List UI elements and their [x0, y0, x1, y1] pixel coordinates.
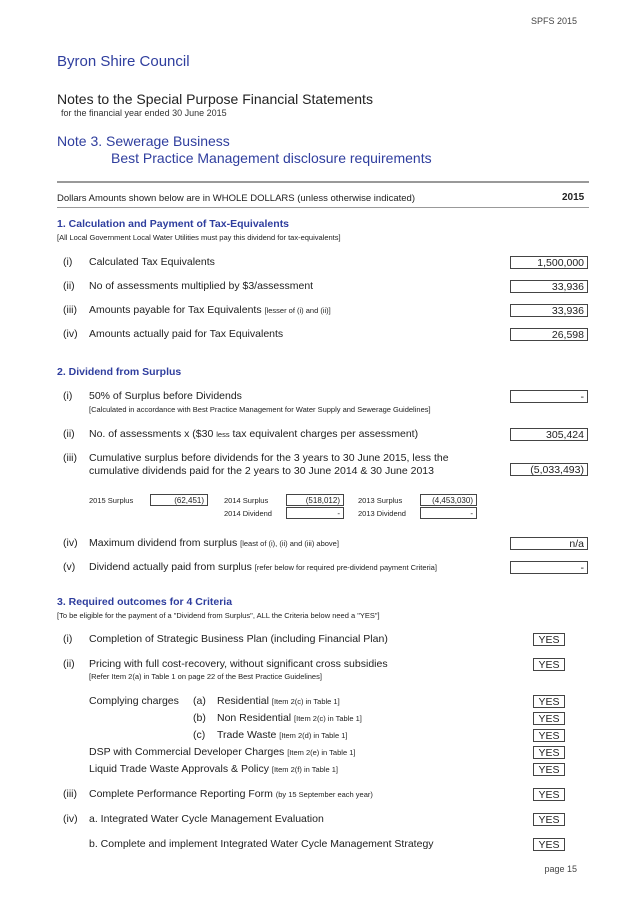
row-number: (i): [63, 390, 73, 402]
dsp-yes: YES: [533, 746, 565, 759]
dsp-note: [Item 2(e) in Table 1]: [287, 748, 356, 757]
dividend-paid-value: -: [510, 561, 588, 574]
note-subtitle: Best Practice Management disclosure requirements: [111, 150, 432, 166]
row-number: (iii): [63, 788, 77, 800]
row-note: (by 15 September each year): [275, 790, 373, 799]
row-label: Dividend actually paid from surplus: [89, 561, 255, 573]
row-number: (v): [63, 561, 76, 573]
residential-yes: YES: [533, 695, 565, 708]
surplus-2015-value: (62,451): [150, 494, 208, 506]
section3-note: [To be eligible for the payment of a "Dividend from Surplus", ALL the Criteria below need a "YES"]: [57, 611, 380, 620]
row-note: [least of (i), (ii) and (iii) above]: [240, 539, 339, 548]
calculated-tax-value: 1,500,000: [510, 256, 588, 269]
trade-waste-yes: YES: [533, 729, 565, 742]
row-number: (ii): [63, 280, 75, 292]
row-label: a. Integrated Water Cycle Management Evaluation: [89, 813, 324, 825]
charge-note: [Item 2(c) in Table 1]: [294, 714, 362, 723]
charge-label: Trade Waste: [217, 729, 280, 741]
charge-letter: (a): [193, 695, 206, 707]
council-name: Byron Shire Council: [57, 53, 190, 70]
charge-label: Residential: [217, 695, 272, 707]
section3-title: 3. Required outcomes for 4 Criteria: [57, 596, 233, 608]
year-header: 2015: [562, 192, 585, 203]
row-label: 50% of Surplus before Dividends: [89, 390, 242, 402]
row-note: [lesser of (i) and (ii)]: [264, 306, 331, 315]
cumulative-surplus-value: (5,033,493): [510, 463, 588, 476]
max-dividend-value: n/a: [510, 537, 588, 550]
tax-payable-value: 33,936: [510, 304, 588, 317]
non-residential-yes: YES: [533, 712, 565, 725]
units-label: Dollars Amounts shown below are in WHOLE DOLLARS (unless otherwise indicated): [57, 193, 415, 204]
dividend-2014-label: 2014 Dividend: [224, 509, 272, 518]
assessments-value: 33,936: [510, 280, 588, 293]
dividend-2013-value: -: [420, 507, 477, 519]
performance-form-yes: YES: [533, 788, 565, 801]
row-label: Amounts actually paid for Tax Equivalents: [89, 328, 284, 340]
row-note: [Refer Item 2(a) in Table 1 on page 22 of the Best Practice Guidelines]: [89, 672, 322, 681]
row-number: (i): [63, 256, 73, 268]
row-number: (ii): [63, 428, 75, 440]
row-label: Calculated Tax Equivalents: [89, 256, 215, 268]
iwcm-evaluation-yes: YES: [533, 813, 565, 826]
row-note: [refer below for required pre-dividend payment Criteria]: [254, 563, 437, 572]
row-label-less: less: [216, 430, 230, 439]
row-label: Pricing with full cost-recovery, without significant cross subsidies: [89, 658, 388, 670]
row-number: (i): [63, 633, 73, 645]
note-title: Note 3. Sewerage Business: [57, 133, 230, 149]
row-label-line1: Cumulative surplus before dividends for the 3 years to 30 June 2015, less the: [89, 452, 449, 464]
header-rule-bottom: [57, 207, 589, 208]
dividend-2014-value: -: [286, 507, 344, 519]
tax-paid-value: 26,598: [510, 328, 588, 341]
assessments-dividend-value: 305,424: [510, 428, 588, 441]
row-label: Complete Performance Reporting Form: [89, 788, 276, 800]
row-number: (ii): [63, 658, 75, 670]
row-number: (iv): [63, 813, 78, 825]
ltw-label: Liquid Trade Waste Approvals & Policy: [89, 763, 272, 775]
pricing-yes: YES: [533, 658, 565, 671]
page-title: Notes to the Special Purpose Financial Statements: [57, 91, 373, 107]
charge-note: [Item 2(d) in Table 1]: [279, 731, 348, 740]
row-number: (iii): [63, 452, 77, 464]
header-rule-top: [57, 181, 589, 183]
section1-note: [All Local Government Local Water Utilities must pay this dividend for tax-equivalents]: [57, 233, 341, 242]
dsp-label: DSP with Commercial Developer Charges: [89, 746, 288, 758]
charge-letter: (b): [193, 712, 206, 724]
ltw-yes: YES: [533, 763, 565, 776]
charge-letter: (c): [193, 729, 206, 741]
complying-charges-label: Complying charges: [89, 695, 179, 707]
strategic-plan-yes: YES: [533, 633, 565, 646]
row-label: No. of assessments x ($30: [89, 428, 217, 440]
surplus-2013-value: (4,453,030): [420, 494, 477, 506]
row-label: Amounts payable for Tax Equivalents: [89, 304, 262, 316]
surplus-2014-label: 2014 Surplus: [224, 496, 269, 505]
row-label-line2: cumulative dividends paid for the 2 years to 30 June 2014 & 30 June 2013: [89, 465, 434, 477]
section1-title: 1. Calculation and Payment of Tax-Equivalents: [57, 218, 290, 230]
row-number: (iv): [63, 328, 78, 340]
row-label: b. Complete and implement Integrated Water Cycle Management Strategy: [89, 838, 434, 850]
row-label-end: tax equivalent charges per assessment): [229, 428, 419, 440]
surplus-2015-label: 2015 Surplus: [89, 496, 134, 505]
dividend-2013-label: 2013 Dividend: [358, 509, 406, 518]
surplus-50-value: -: [510, 390, 588, 403]
page-number: page 15: [544, 864, 577, 874]
ltw-note: [Item 2(f) in Table 1]: [271, 765, 339, 774]
charge-note: [Item 2(c) in Table 1]: [271, 697, 340, 706]
row-label: No of assessments multiplied by $3/assessment: [89, 280, 314, 292]
section2-title: 2. Dividend from Surplus: [57, 366, 182, 378]
surplus-2014-value: (518,012): [286, 494, 344, 506]
page-subtitle: for the financial year ended 30 June 2015: [61, 108, 227, 118]
charge-label: Non Residential: [217, 712, 295, 724]
row-number: (iii): [63, 304, 77, 316]
row-number: (iv): [63, 537, 78, 549]
document-code: SPFS 2015: [530, 16, 577, 26]
surplus-2013-label: 2013 Surplus: [358, 496, 403, 505]
row-note: [Calculated in accordance with Best Practice Management for Water Supply and Sewerage Guidelines]: [89, 405, 431, 414]
row-label: Maximum dividend from surplus: [89, 537, 241, 549]
iwcm-strategy-yes: YES: [533, 838, 565, 851]
row-label: Completion of Strategic Business Plan (including Financial Plan): [89, 633, 388, 645]
